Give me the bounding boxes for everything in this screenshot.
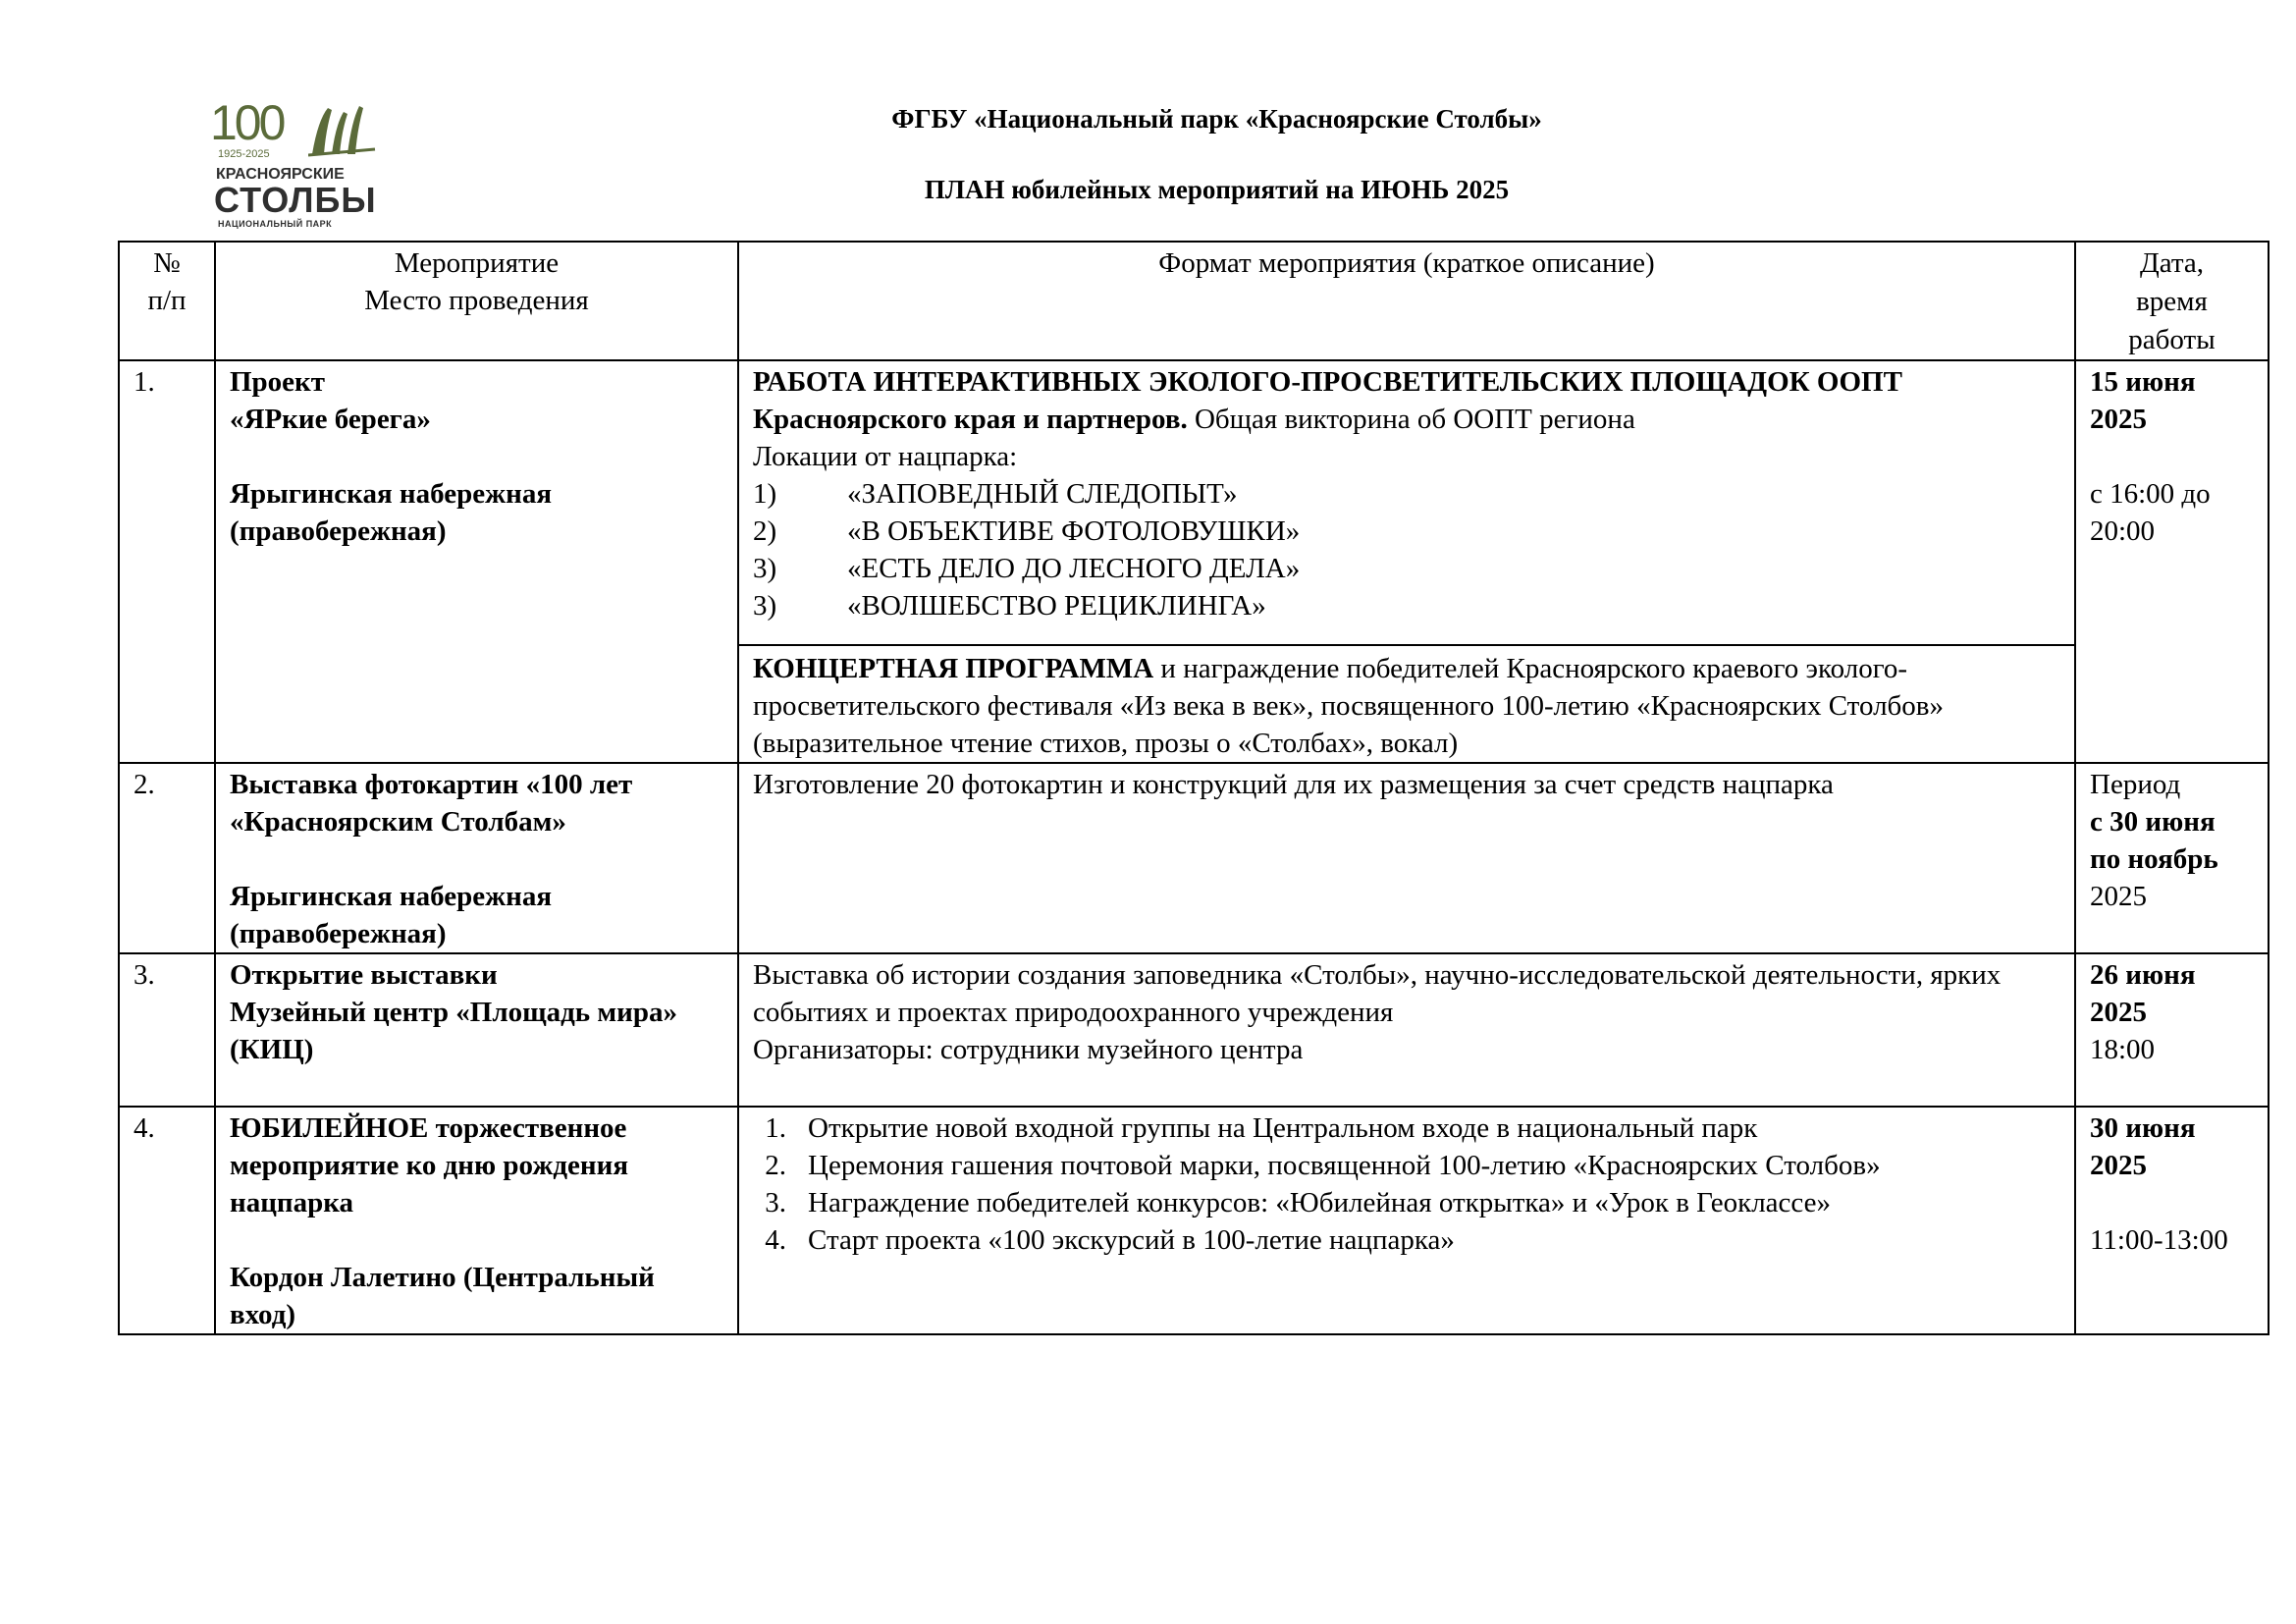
logo-line3: НАЦИОНАЛЬНЫЙ ПАРК <box>218 219 333 229</box>
row-date: 15 июня 2025 с 16:00 до 20:00 <box>2075 360 2269 763</box>
concert-block: КОНЦЕРТНАЯ ПРОГРАММА и награждение победителей Красноярского краевого эколого-просветительского фестиваля «Из века в век», посвященного 100-летию «Красноярских Столбов» (выразительное чтение стихов, прозы о «Столбах», вокал) <box>739 644 2074 762</box>
row-num: 3. <box>119 953 215 1107</box>
org-title: ФГБУ «Национальный парк «Красноярские Столбы» <box>891 104 1542 134</box>
table-row <box>119 1107 2269 1334</box>
row-date: 30 июня 2025 11:00-13:00 <box>2075 1107 2269 1334</box>
list-item: 1) «ЗАПОВЕДНЫЙ СЛЕДОПЫТ» <box>753 478 1238 510</box>
row-event: Открытие выставки Музейный центр «Площадь мира» (КИЦ) <box>215 953 738 1107</box>
row-format: Изготовление 20 фотокартин и конструкций для их размещения за счет средств нацпарка <box>738 763 2075 953</box>
row-num: 2. <box>119 763 215 953</box>
table-row <box>119 763 2269 953</box>
interactive-sites-block: РАБОТА ИНТЕРАКТИВНЫХ ЭКОЛОГО-ПРОСВЕТИТЕЛЬСКИХ ПЛОЩАДОК ООПТ Красноярского края и партнеров. Общая викторина об ООПТ региона <box>753 366 1902 435</box>
list-item: 2) «В ОБЪЕКТИВЕ ФОТОЛОВУШКИ» <box>753 515 1301 547</box>
list-item: 1. Открытие новой входной группы на Центральном входе в национальный парк <box>765 1112 1758 1144</box>
list-item: 3) «ЕСТЬ ДЕЛО ДО ЛЕСНОГО ДЕЛА» <box>753 553 1301 584</box>
list-item: 3. Награждение победителей конкурсов: «Юбилейная открытка» и «Урок в Геоклассе» <box>765 1187 1832 1218</box>
row-event: ЮБИЛЕЙНОЕ торжественное мероприятие ко дню рождения нацпарка Кордон Лалетино (Центральный вход) <box>215 1107 738 1334</box>
table-header-row <box>119 242 2269 360</box>
row-format: РАБОТА ИНТЕРАКТИВНЫХ ЭКОЛОГО-ПРОСВЕТИТЕЛЬСКИХ ПЛОЩАДОК ООПТ Красноярского края и партнеров. Общая викторина об ООПТ региона Локации от нацпарка: 1) «ЗАПОВЕДНЫЙ СЛЕДОПЫТ» 2) «В ОБЪЕКТИВЕ ФОТОЛОВУШКИ» 3) «ЕСТЬ ДЕЛО ДО ЛЕСНОГО ДЕЛА» 3) «ВОЛШЕБСТВО РЕЦИКЛИНГА» КОНЦЕРТНАЯ ПРОГРАММА и награждение победителей Красноярского краевого эколого-просветительского фестиваля «Из века в век», посвященного 100-летию «Красноярских Столбов» (выразительное чтение стихов, прозы о «Столбах», вокал) <box>738 360 2075 763</box>
header-date: Дата, время работы <box>2075 242 2269 360</box>
ceremony-list <box>753 1110 2060 1259</box>
logo-line1: КРАСНОЯРСКИЕ <box>216 166 345 183</box>
row-event: Выставка фотокартин «100 лет «Красноярским Столбам» Ярыгинская набережная (правобережная) <box>215 763 738 953</box>
row-event: Проект «ЯРкие берега» Ярыгинская набережная (правобережная) <box>215 360 738 763</box>
header-event: Мероприятие Место проведения <box>215 242 738 360</box>
row-num: 1. <box>119 360 215 763</box>
logo-line2: СТОЛБЫ <box>214 180 377 220</box>
list-item: 2. Церемония гашения почтовой марки, посвященной 100-летию «Красноярских Столбов» <box>765 1150 1881 1181</box>
table-row <box>119 360 2269 763</box>
table-row <box>119 953 2269 1107</box>
list-item: 4. Старт проекта «100 экскурсий в 100-летие нацпарка» <box>765 1224 1455 1256</box>
row-num: 4. <box>119 1107 215 1334</box>
events-table <box>118 241 2269 1335</box>
row-format <box>738 1107 2075 1334</box>
row-format: Выставка об истории создания заповедника «Столбы», научно-исследовательской деятельности, ярких событиях и проектах природоохранного учреждения Организаторы: сотрудники музейного центра <box>738 953 2075 1107</box>
logo-years: 1925-2025 <box>218 148 270 160</box>
plan-title: ПЛАН юбилейных мероприятий на ИЮНЬ 2025 <box>924 175 1510 204</box>
logo-number: 100 <box>210 95 284 150</box>
header-num: № п/п <box>119 242 215 360</box>
row-date: 26 июня 2025 18:00 <box>2075 953 2269 1107</box>
header-format: Формат мероприятия (краткое описание) <box>738 242 2075 360</box>
row-date: Период с 30 июня по ноябрь 2025 <box>2075 763 2269 953</box>
list-item: 3) «ВОЛШЕБСТВО РЕЦИКЛИНГА» <box>753 590 1266 622</box>
